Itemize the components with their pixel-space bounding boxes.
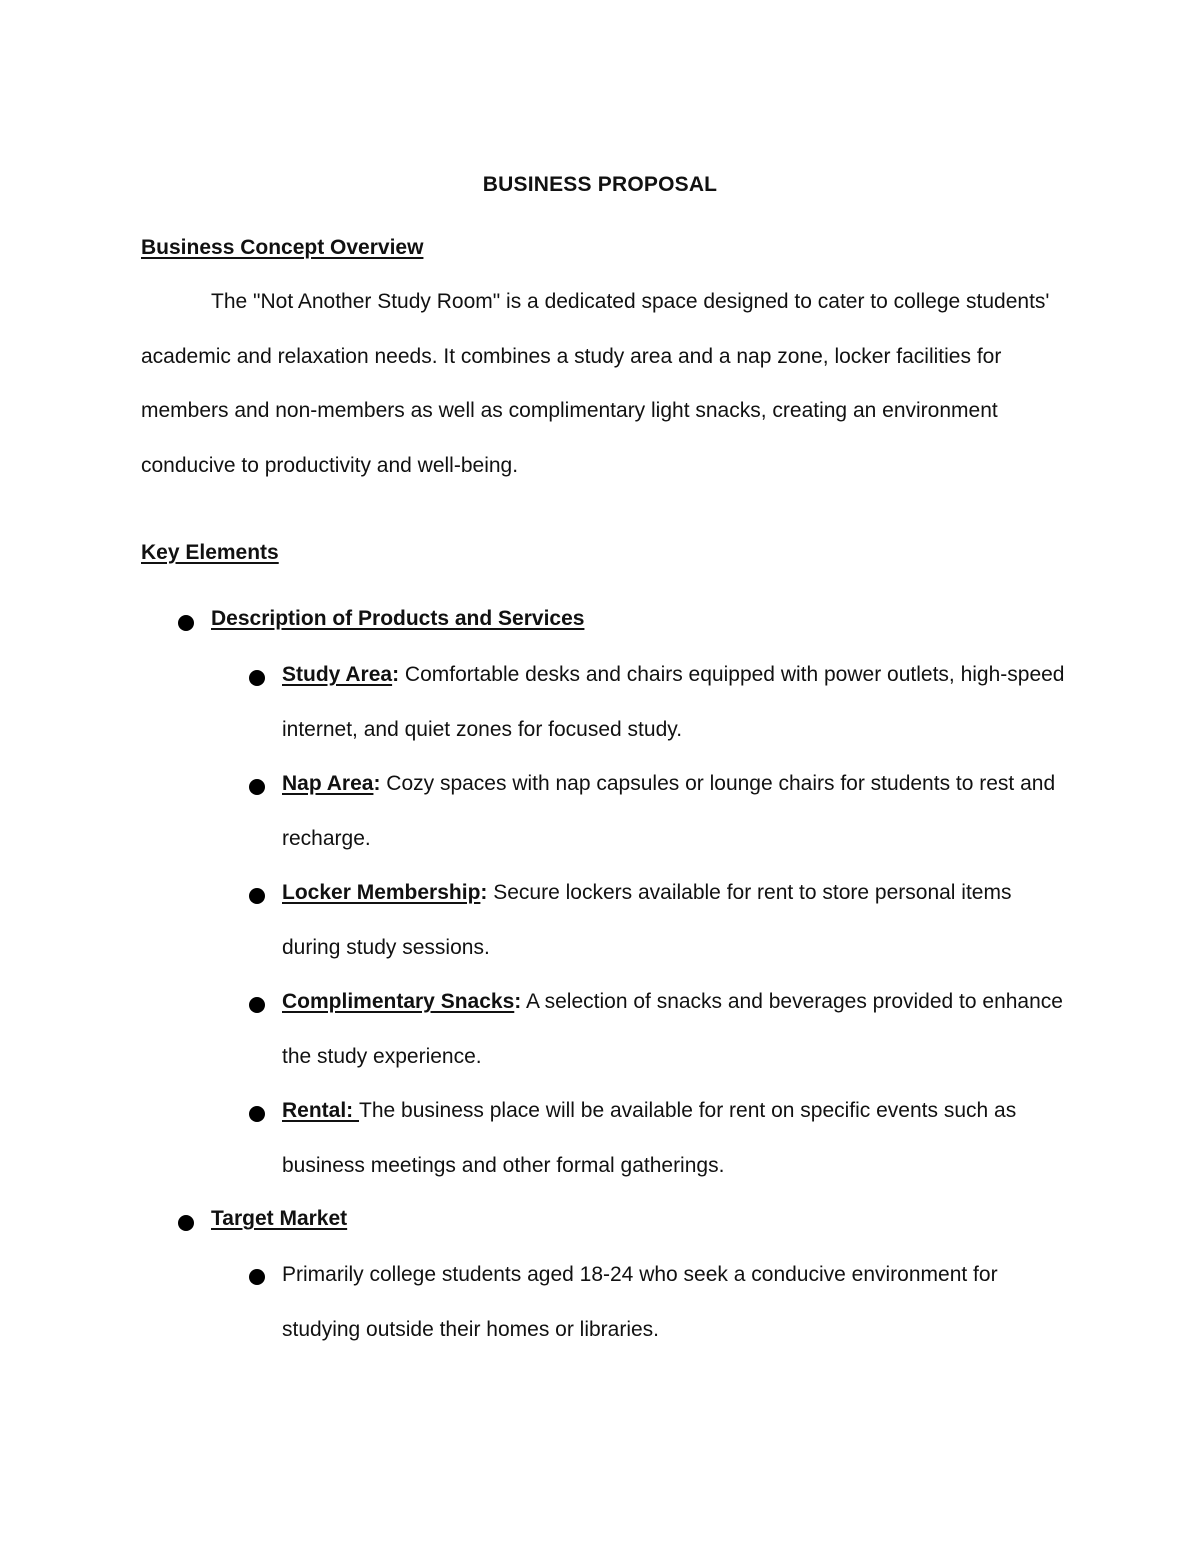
bullet-dot-icon — [249, 779, 265, 795]
overview-heading: Business Concept Overview — [141, 236, 424, 259]
overview-paragraph-text: The "Not Another Study Room" is a dedicated space designed to cater to college students' academic and relaxation needs. It combines a study area and a nap zone, locker facilities for members and non-members as well as complimentary light snacks, creating an environment conducive to productivity and well-being. — [141, 290, 1050, 477]
item-label: Rental: — [282, 1099, 360, 1122]
item-colon: : — [392, 663, 400, 686]
list-item-rental — [282, 1084, 1072, 1193]
list-item-locker-membership — [282, 866, 1072, 975]
item-colon: : — [514, 990, 522, 1013]
key-elements-heading: Key Elements — [141, 541, 279, 564]
bullet-dot-icon — [249, 1269, 265, 1285]
bullet-dot-icon — [249, 997, 265, 1013]
section-heading-target-market: Target Market — [211, 1207, 348, 1230]
item-text: Primarily college students aged 18-24 who seek a conducive environment for studying outside their homes or libraries. — [282, 1263, 998, 1341]
item-label: Locker Membership — [282, 881, 481, 904]
item-colon: : — [480, 881, 488, 904]
item-text: Secure lockers available for rent to store personal items during study sessions. — [282, 881, 1012, 959]
document-title: BUSINESS PROPOSAL — [482, 173, 718, 196]
list-item-nap-area — [282, 757, 1072, 866]
bullet-dot-icon — [178, 615, 194, 631]
item-label: Complimentary Snacks — [282, 990, 515, 1013]
list-item-target-market — [282, 1248, 1072, 1357]
section-heading-products: Description of Products and Services — [211, 607, 585, 630]
bullet-dot-icon — [249, 888, 265, 904]
bullet-dot-icon — [178, 1215, 194, 1231]
overview-paragraph — [141, 275, 1071, 493]
item-text: A selection of snacks and beverages provided to enhance the study experience. — [282, 990, 1063, 1068]
item-colon: : — [373, 772, 381, 795]
bullet-dot-icon — [249, 670, 265, 686]
list-item-study-area — [282, 648, 1072, 757]
item-label: Study Area — [282, 663, 393, 686]
item-label: Nap Area — [282, 772, 374, 795]
item-text: Cozy spaces with nap capsules or lounge chairs for students to rest and recharge. — [282, 772, 1056, 850]
item-text: The business place will be available for rent on specific events such as business meetings and other formal gatherings. — [282, 1099, 1017, 1177]
item-text: Comfortable desks and chairs equipped with power outlets, high-speed internet, and quiet zones for focused study. — [282, 663, 1065, 741]
bullet-dot-icon — [249, 1106, 265, 1122]
list-item-complimentary-snacks — [282, 975, 1072, 1084]
